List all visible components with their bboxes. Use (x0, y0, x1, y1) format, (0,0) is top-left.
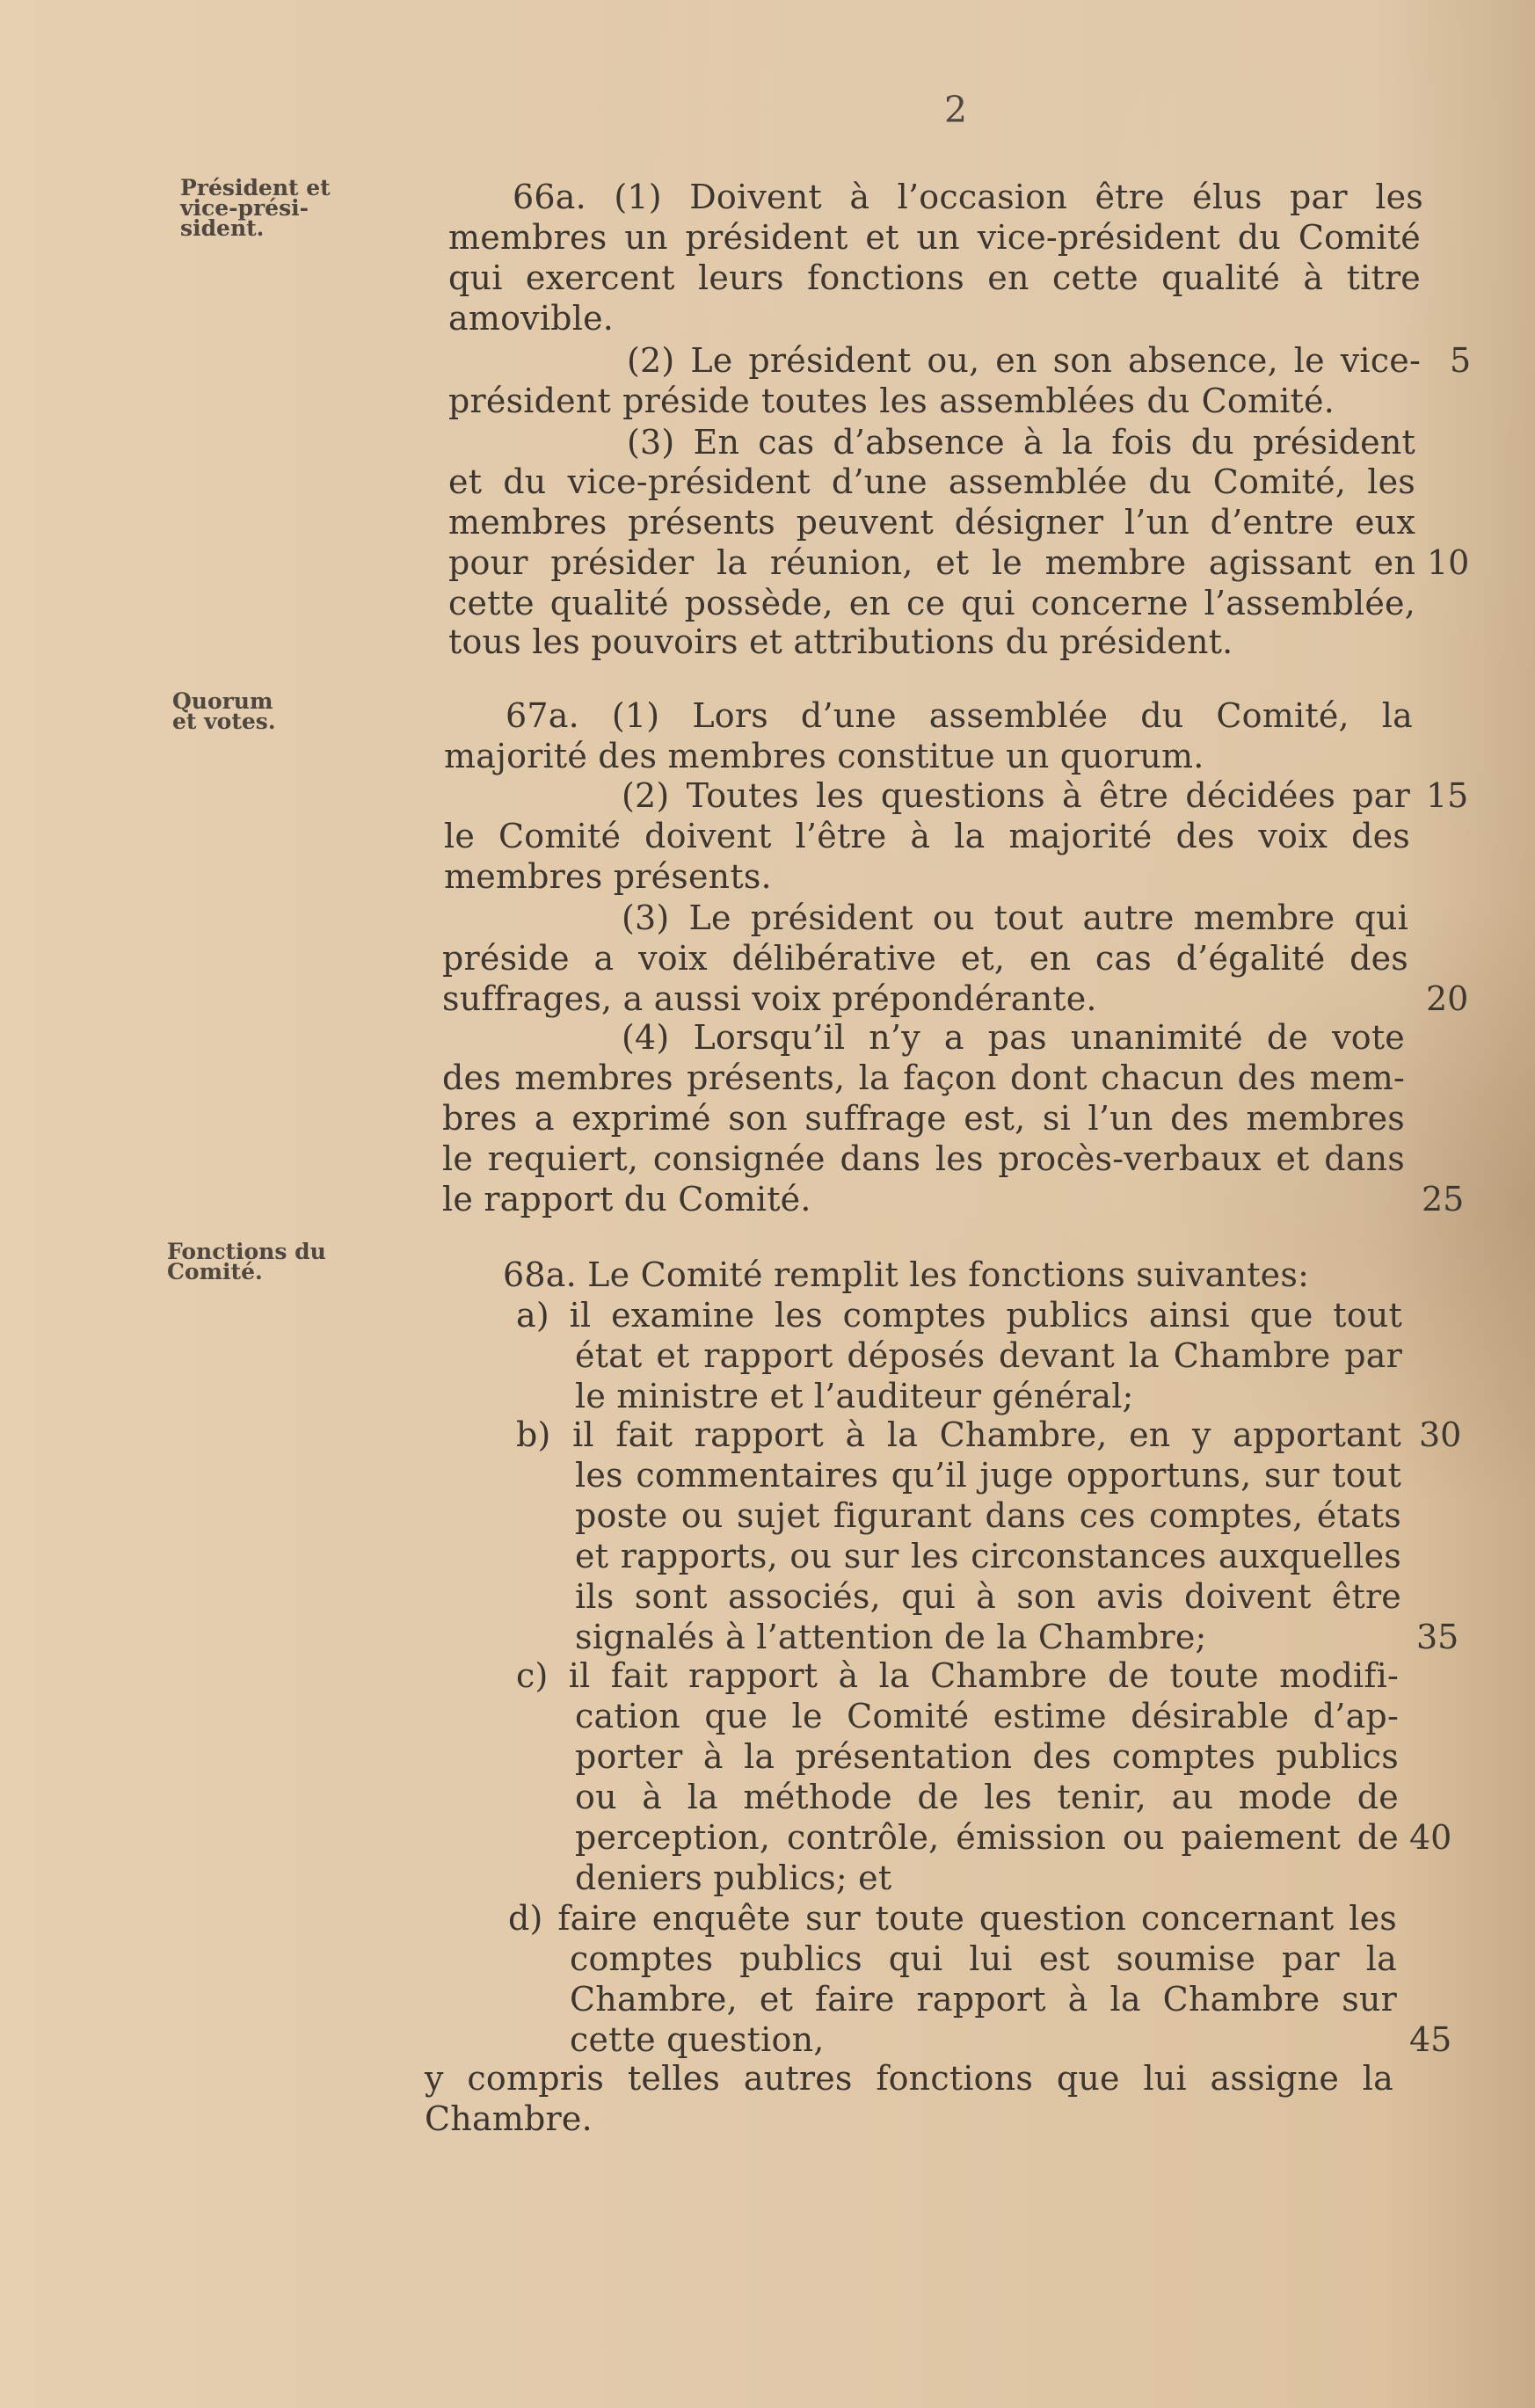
text-line: président préside toutes les assemblées du Comité. (448, 382, 1335, 420)
text-line: b) il fait rapport à la Chambre, en y apportant (516, 1415, 1401, 1454)
text-line: bres a exprimé son suffrage est, si l’un des membres (442, 1099, 1405, 1138)
line-number: 20 (1426, 979, 1469, 1018)
text-line: membres présents. (444, 857, 772, 896)
margin-note-quorum-line-2: et votes. (172, 709, 276, 734)
text-line: suffrages, a aussi voix prépondérante. (442, 979, 1097, 1018)
text-line: le Comité doivent l’être à la majorité des voix des (444, 817, 1410, 855)
text-line: les commentaires qu’il juge opportuns, sur tout (575, 1456, 1401, 1495)
text-line: (2) Le président ou, en son absence, le vice- (627, 341, 1421, 380)
text-line: signalés à l’attention de la Chambre; (575, 1618, 1207, 1656)
line-number: 40 (1409, 1818, 1452, 1857)
text-line: Chambre. (425, 2099, 593, 2138)
text-line: majorité des membres constitue un quorum. (444, 737, 1204, 775)
margin-note-fonctions (167, 1241, 326, 1282)
text-line: 68a. Le Comité remplit les fonctions suivantes: (503, 1255, 1310, 1294)
text-line: ou à la méthode de les tenir, au mode de (575, 1778, 1399, 1816)
text-line: deniers publics; et (575, 1859, 892, 1897)
text-line: (4) Lorsqu’il n’y a pas unanimité de vote (622, 1018, 1405, 1057)
text-line: membres présents peuvent désigner l’un d’entre eux (448, 503, 1415, 542)
text-line: ils sont associés, qui à son avis doivent être (575, 1577, 1401, 1616)
text-line: c) il fait rapport à la Chambre de toute modifi- (516, 1656, 1399, 1695)
line-number: 45 (1409, 2020, 1452, 2059)
margin-note-quorum (172, 688, 276, 734)
text-line: (3) En cas d’absence à la fois du président (627, 423, 1415, 462)
text-line: Chambre, et faire rapport à la Chambre sur (570, 1980, 1397, 2019)
margin-note-president-line-3: sident. (180, 215, 265, 241)
text-line: qui exercent leurs fonctions en cette qualité à titre (448, 258, 1421, 297)
line-number: 30 (1419, 1415, 1462, 1454)
text-line: état et rapport déposés devant la Chambre par (575, 1336, 1402, 1375)
margin-note-fonctions-line-1: Fonctions du (167, 1239, 326, 1264)
line-number: 5 (1450, 341, 1472, 380)
text-line: d) faire enquête sur toute question concernant les (508, 1899, 1397, 1938)
text-line: cette qualité possède, en ce qui concerne l’assemblée, (448, 584, 1415, 622)
text-line: cation que le Comité estime désirable d’ap- (575, 1697, 1399, 1735)
text-line: amovible. (448, 299, 615, 338)
text-line: le ministre et l’auditeur général; (575, 1377, 1134, 1415)
text-line: tous les pouvoirs et attributions du président. (448, 622, 1233, 661)
text-line: le rapport du Comité. (442, 1180, 811, 1219)
text-line: poste ou sujet figurant dans ces comptes, états (575, 1496, 1401, 1535)
text-line: y compris telles autres fonctions que lui assigne la (425, 2059, 1393, 2098)
text-line: 66a. (1) Doivent à l’occasion être élus par les (513, 178, 1423, 216)
text-line: pour présider la réunion, et le membre agissant en (448, 543, 1415, 582)
text-line: cette question, (570, 2020, 825, 2059)
text-line: préside a voix délibérative et, en cas d’égalité des (442, 939, 1408, 978)
margin-note-president-line-1: Président et (180, 175, 331, 200)
text-line: 67a. (1) Lors d’une assemblée du Comité, la (506, 696, 1413, 735)
text-line: (3) Le président ou tout autre membre qui (622, 898, 1408, 937)
text-line: comptes publics qui lui est soumise par la (570, 1939, 1397, 1978)
line-number: 15 (1426, 776, 1469, 815)
text-line: des membres présents, la façon dont chacun des mem- (442, 1059, 1405, 1097)
text-line: perception, contrôle, émission ou paiement de (575, 1818, 1399, 1857)
line-number: 25 (1422, 1180, 1465, 1219)
margin-note-president (180, 175, 331, 241)
text-line: a) il examine les comptes publics ainsi que tout (516, 1296, 1402, 1335)
line-number: 35 (1416, 1618, 1459, 1656)
margin-note-president-line-2: vice-prési- (180, 195, 309, 221)
text-line: et rapports, ou sur les circonstances auxquelles (575, 1537, 1401, 1575)
margin-note-fonctions-line-2: Comité. (167, 1259, 263, 1284)
text-line: porter à la présentation des comptes publics (575, 1737, 1399, 1776)
text-line: membres un président et un vice-président du Comité (448, 218, 1421, 257)
text-line: (2) Toutes les questions à être décidées par (622, 776, 1410, 815)
margin-note-quorum-line-1: Quorum (172, 688, 273, 714)
page-number: 2 (943, 89, 968, 131)
text-line: le requiert, consignée dans les procès-verbaux et dans (442, 1139, 1405, 1178)
text-line: et du vice-président d’une assemblée du Comité, les (448, 462, 1415, 501)
line-number: 10 (1427, 543, 1470, 582)
